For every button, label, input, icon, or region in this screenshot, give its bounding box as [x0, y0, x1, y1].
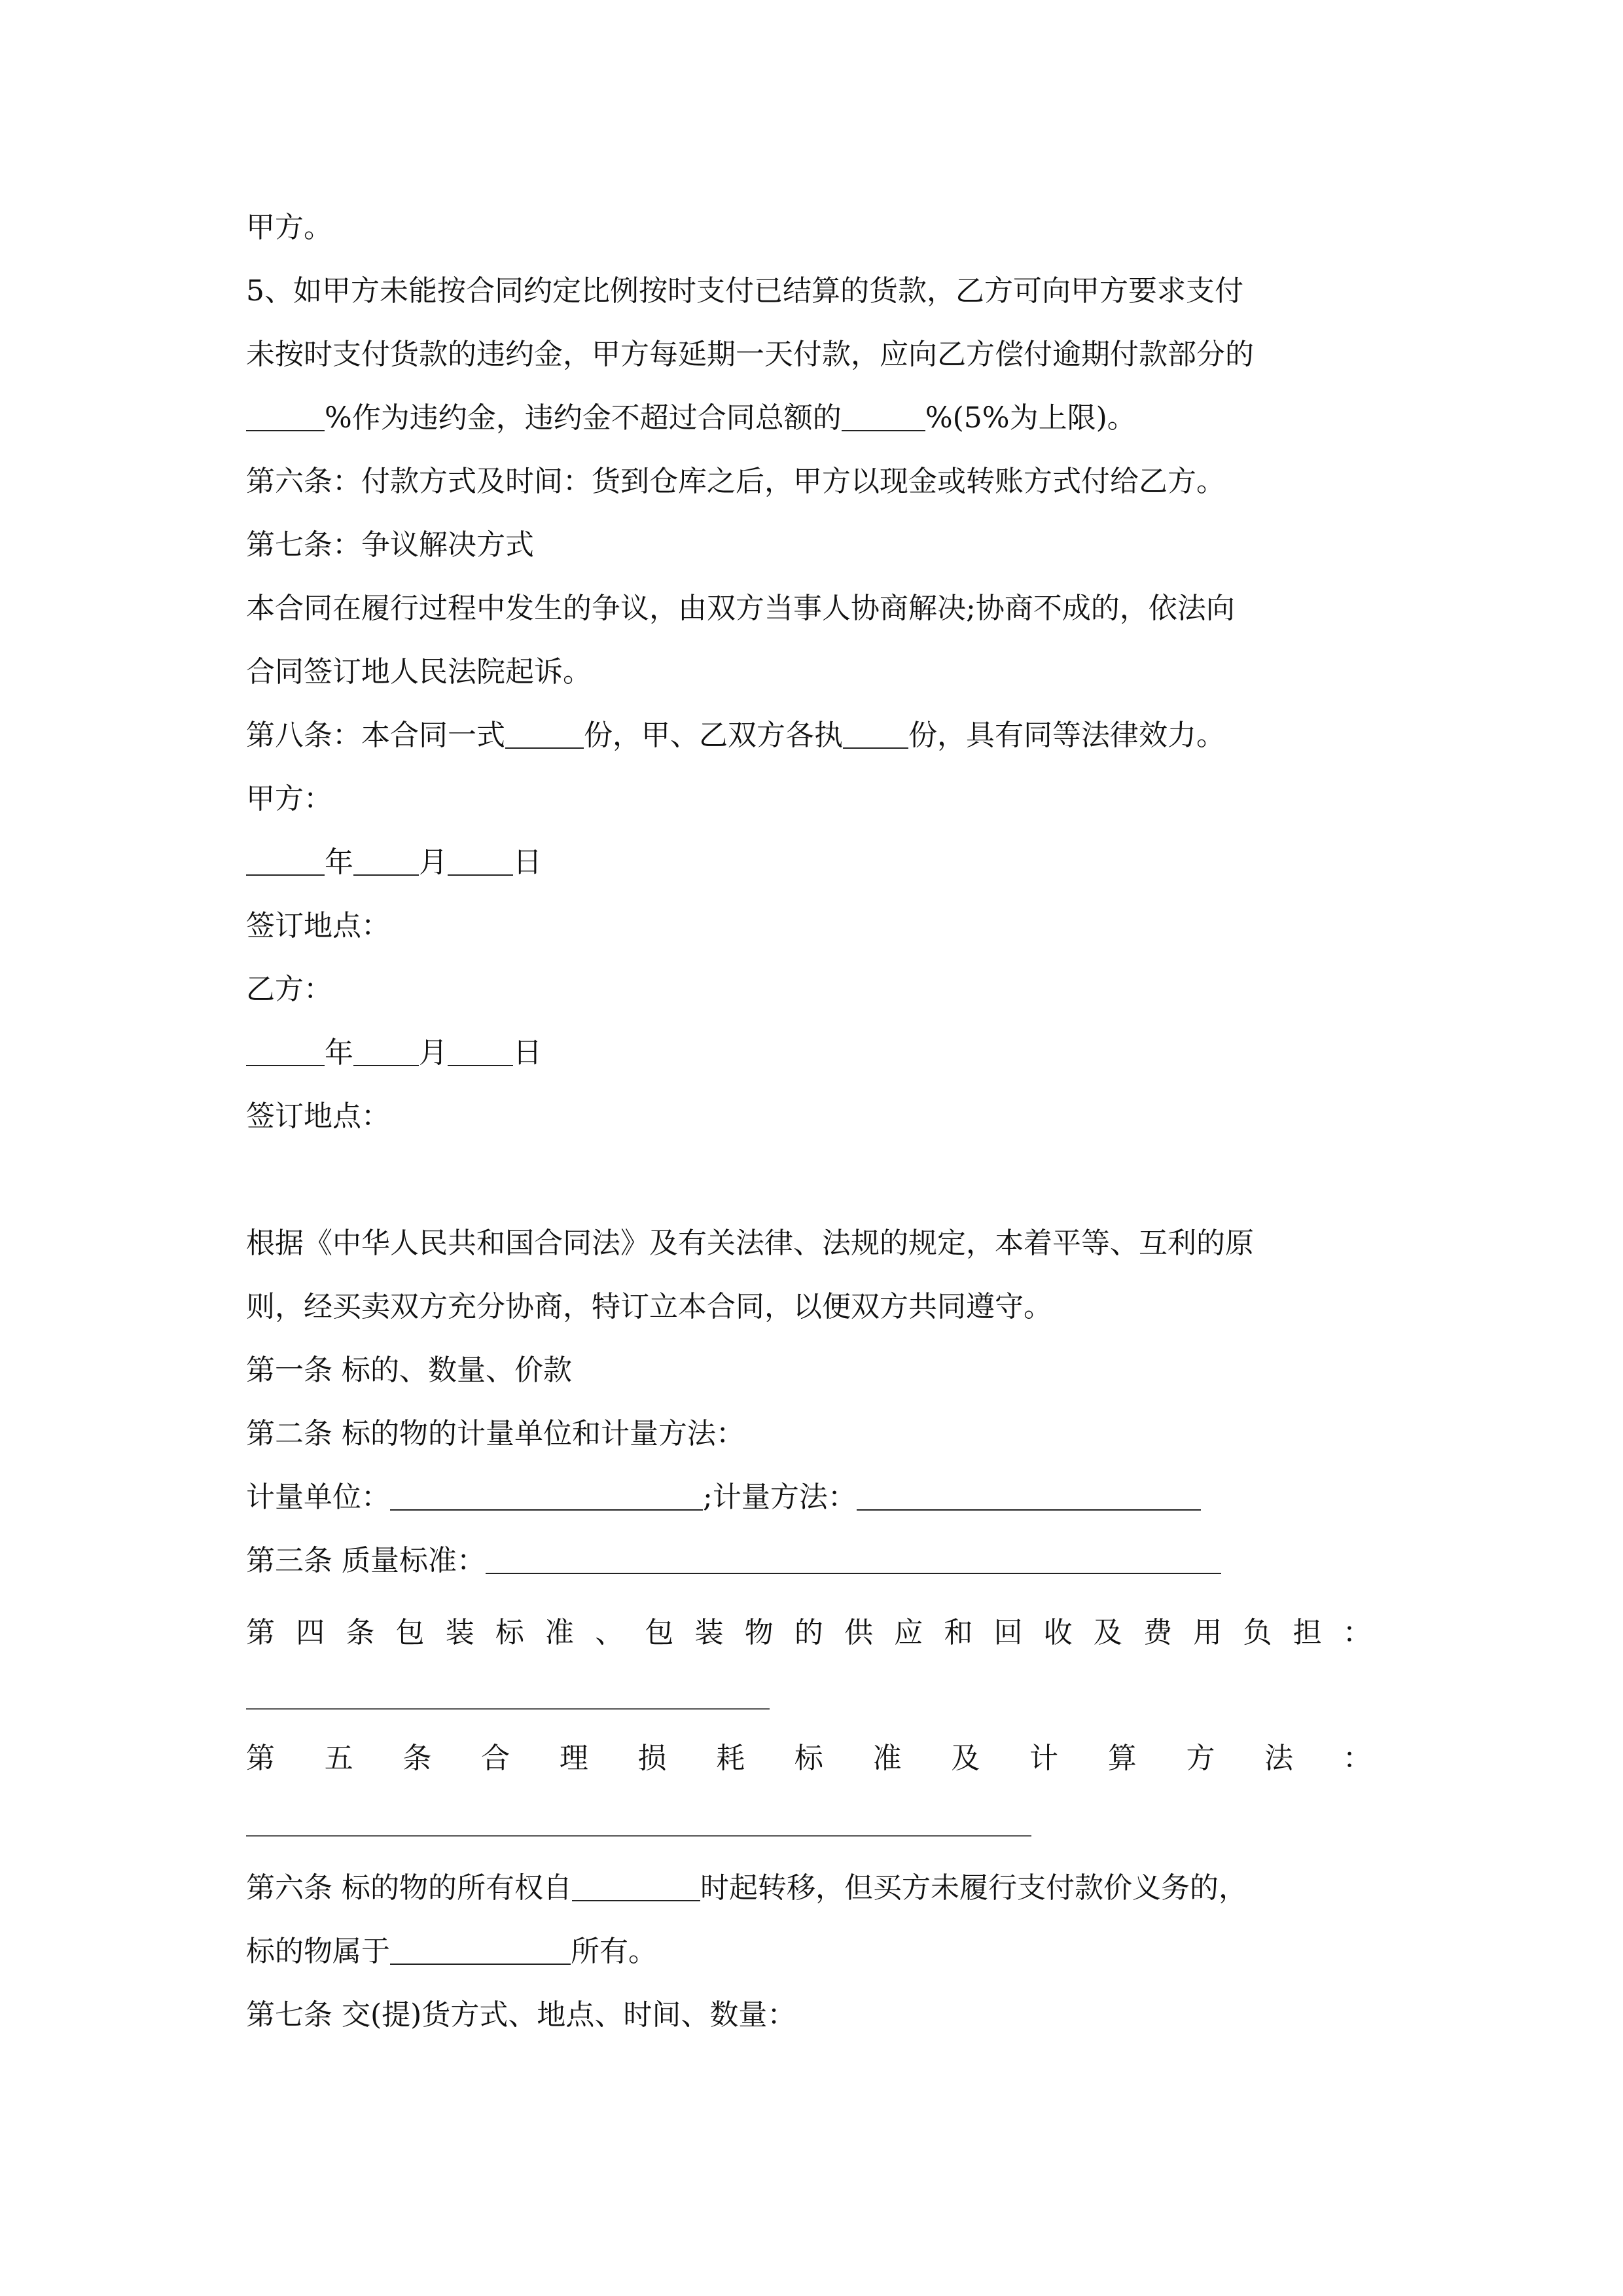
- text-line: 则，经买卖双方充分协商，特订立本合同，以便双方共同遵守。: [246, 1290, 1052, 1323]
- justified-char: 包: [645, 1616, 674, 1649]
- justified-char: 供: [844, 1616, 874, 1649]
- blank-field: [843, 721, 908, 749]
- blank-field: [857, 1483, 1201, 1511]
- justified-char: 第: [246, 1616, 275, 1649]
- blank-field: [486, 1547, 1221, 1574]
- blank-field: [246, 404, 325, 431]
- justified-char: 法: [1264, 1742, 1294, 1775]
- article-7-heading: 第七条：争议解决方式: [246, 528, 534, 562]
- blank-field: [246, 848, 325, 876]
- article-6-payment: 第六条：付款方式及时间：货到仓库之后，甲方以现金或转账方式付给乙方。: [246, 465, 1225, 498]
- justified-char: 回: [993, 1616, 1023, 1649]
- article-1-heading: 第一条 标的、数量、价款: [246, 1354, 572, 1387]
- justified-char: 收: [1043, 1616, 1073, 1649]
- blank-field: [448, 1039, 513, 1066]
- text-line: 标的物属于 所有。: [246, 1935, 657, 1968]
- justified-char: 的: [794, 1616, 823, 1649]
- contract-preamble: 根据《中华人民共和国合同法》及有关法律、法规的规定，本着平等、互利的原: [246, 1227, 1254, 1260]
- justified-char: 及: [1093, 1616, 1122, 1649]
- justified-char: ：: [1342, 1616, 1372, 1649]
- party-b-sign-place: 签订地点：: [246, 1100, 390, 1133]
- text-line: %作为违约金，违约金不超过合同总额的 %(5%为上限)。: [246, 399, 1136, 438]
- party-a-date: 年 月 日: [246, 843, 542, 882]
- justified-char: 标: [495, 1616, 524, 1649]
- party-b-label: 乙方：: [246, 973, 332, 1006]
- justified-char: 准: [545, 1616, 575, 1649]
- article-3-quality: 第三条 质量标准：: [246, 1541, 1221, 1581]
- text-line: 本合同在履行过程中发生的争议，由双方当事人协商解决;协商不成的，依法向: [246, 592, 1235, 625]
- blank-rule: [246, 1708, 770, 1710]
- justified-char: 费: [1143, 1616, 1173, 1649]
- justified-char: 和: [944, 1616, 973, 1649]
- text-line: 5、如甲方未能按合同约定比例按时支付已结算的货款，乙方可向甲方要求支付: [246, 274, 1243, 308]
- justified-char: 条: [402, 1742, 432, 1775]
- justified-char: 、: [595, 1616, 624, 1649]
- text-line: 甲方。: [246, 211, 332, 244]
- justified-char: 计: [1029, 1742, 1059, 1775]
- justified-char: 耗: [716, 1742, 745, 1775]
- article-7-delivery: 第七条 交(提)货方式、地点、时间、数量：: [246, 1998, 796, 2032]
- justified-char: 担: [1293, 1616, 1322, 1649]
- justified-char: 包: [395, 1616, 425, 1649]
- blank-field: [353, 1039, 419, 1066]
- measurement-line: 计量单位： ;计量方法：: [246, 1478, 1201, 1517]
- justified-char: 损: [637, 1742, 667, 1775]
- blank-field: [390, 1483, 703, 1511]
- justified-char: 四: [296, 1616, 325, 1649]
- justified-char: 准: [872, 1742, 902, 1775]
- justified-char: 方: [1186, 1742, 1215, 1775]
- justified-char: 合: [481, 1742, 510, 1775]
- blank-field: [448, 848, 513, 876]
- party-a-sign-place: 签订地点：: [246, 909, 390, 942]
- justified-char: 及: [951, 1742, 980, 1775]
- blank-field: [572, 1874, 700, 1901]
- blank-rule: [246, 1835, 1031, 1837]
- blank-field: [353, 848, 419, 876]
- justified-char: 第: [246, 1742, 275, 1775]
- justified-char: 条: [346, 1616, 375, 1649]
- blank-field: [390, 1937, 571, 1965]
- justified-char: 物: [744, 1616, 774, 1649]
- blank-field: [505, 721, 584, 749]
- blank-field: [246, 1039, 325, 1066]
- blank-field: [842, 404, 925, 431]
- text-line: 合同签订地人民法院起诉。: [246, 655, 592, 689]
- party-a-label: 甲方：: [246, 782, 332, 816]
- justified-char: 用: [1193, 1616, 1222, 1649]
- justified-char: 理: [559, 1742, 588, 1775]
- text-line: 未按时支付货款的违约金，甲方每延期一天付款，应向乙方偿付逾期付款部分的: [246, 338, 1254, 371]
- article-6-ownership: 第六条 标的物的所有权自 时起转移，但买方未履行支付款价义务的，: [246, 1871, 1247, 1905]
- justified-char: 装: [694, 1616, 724, 1649]
- justified-char: 应: [894, 1616, 923, 1649]
- justified-char: 负: [1243, 1616, 1272, 1649]
- article-8-copies: 第八条：本合同一式 份，甲、乙双方各执 份，具有同等法律效力。: [246, 719, 1225, 752]
- justified-char: 算: [1107, 1742, 1137, 1775]
- justified-char: 五: [324, 1742, 353, 1775]
- justified-char: 装: [445, 1616, 474, 1649]
- justified-char: ：: [1342, 1742, 1372, 1775]
- article-2-heading: 第二条 标的物的计量单位和计量方法：: [246, 1417, 745, 1450]
- article-4-packaging: [246, 1613, 1372, 1653]
- article-5-loss-standard: [246, 1739, 1372, 1778]
- party-b-date: 年 月 日: [246, 1033, 542, 1073]
- justified-char: 标: [794, 1742, 823, 1775]
